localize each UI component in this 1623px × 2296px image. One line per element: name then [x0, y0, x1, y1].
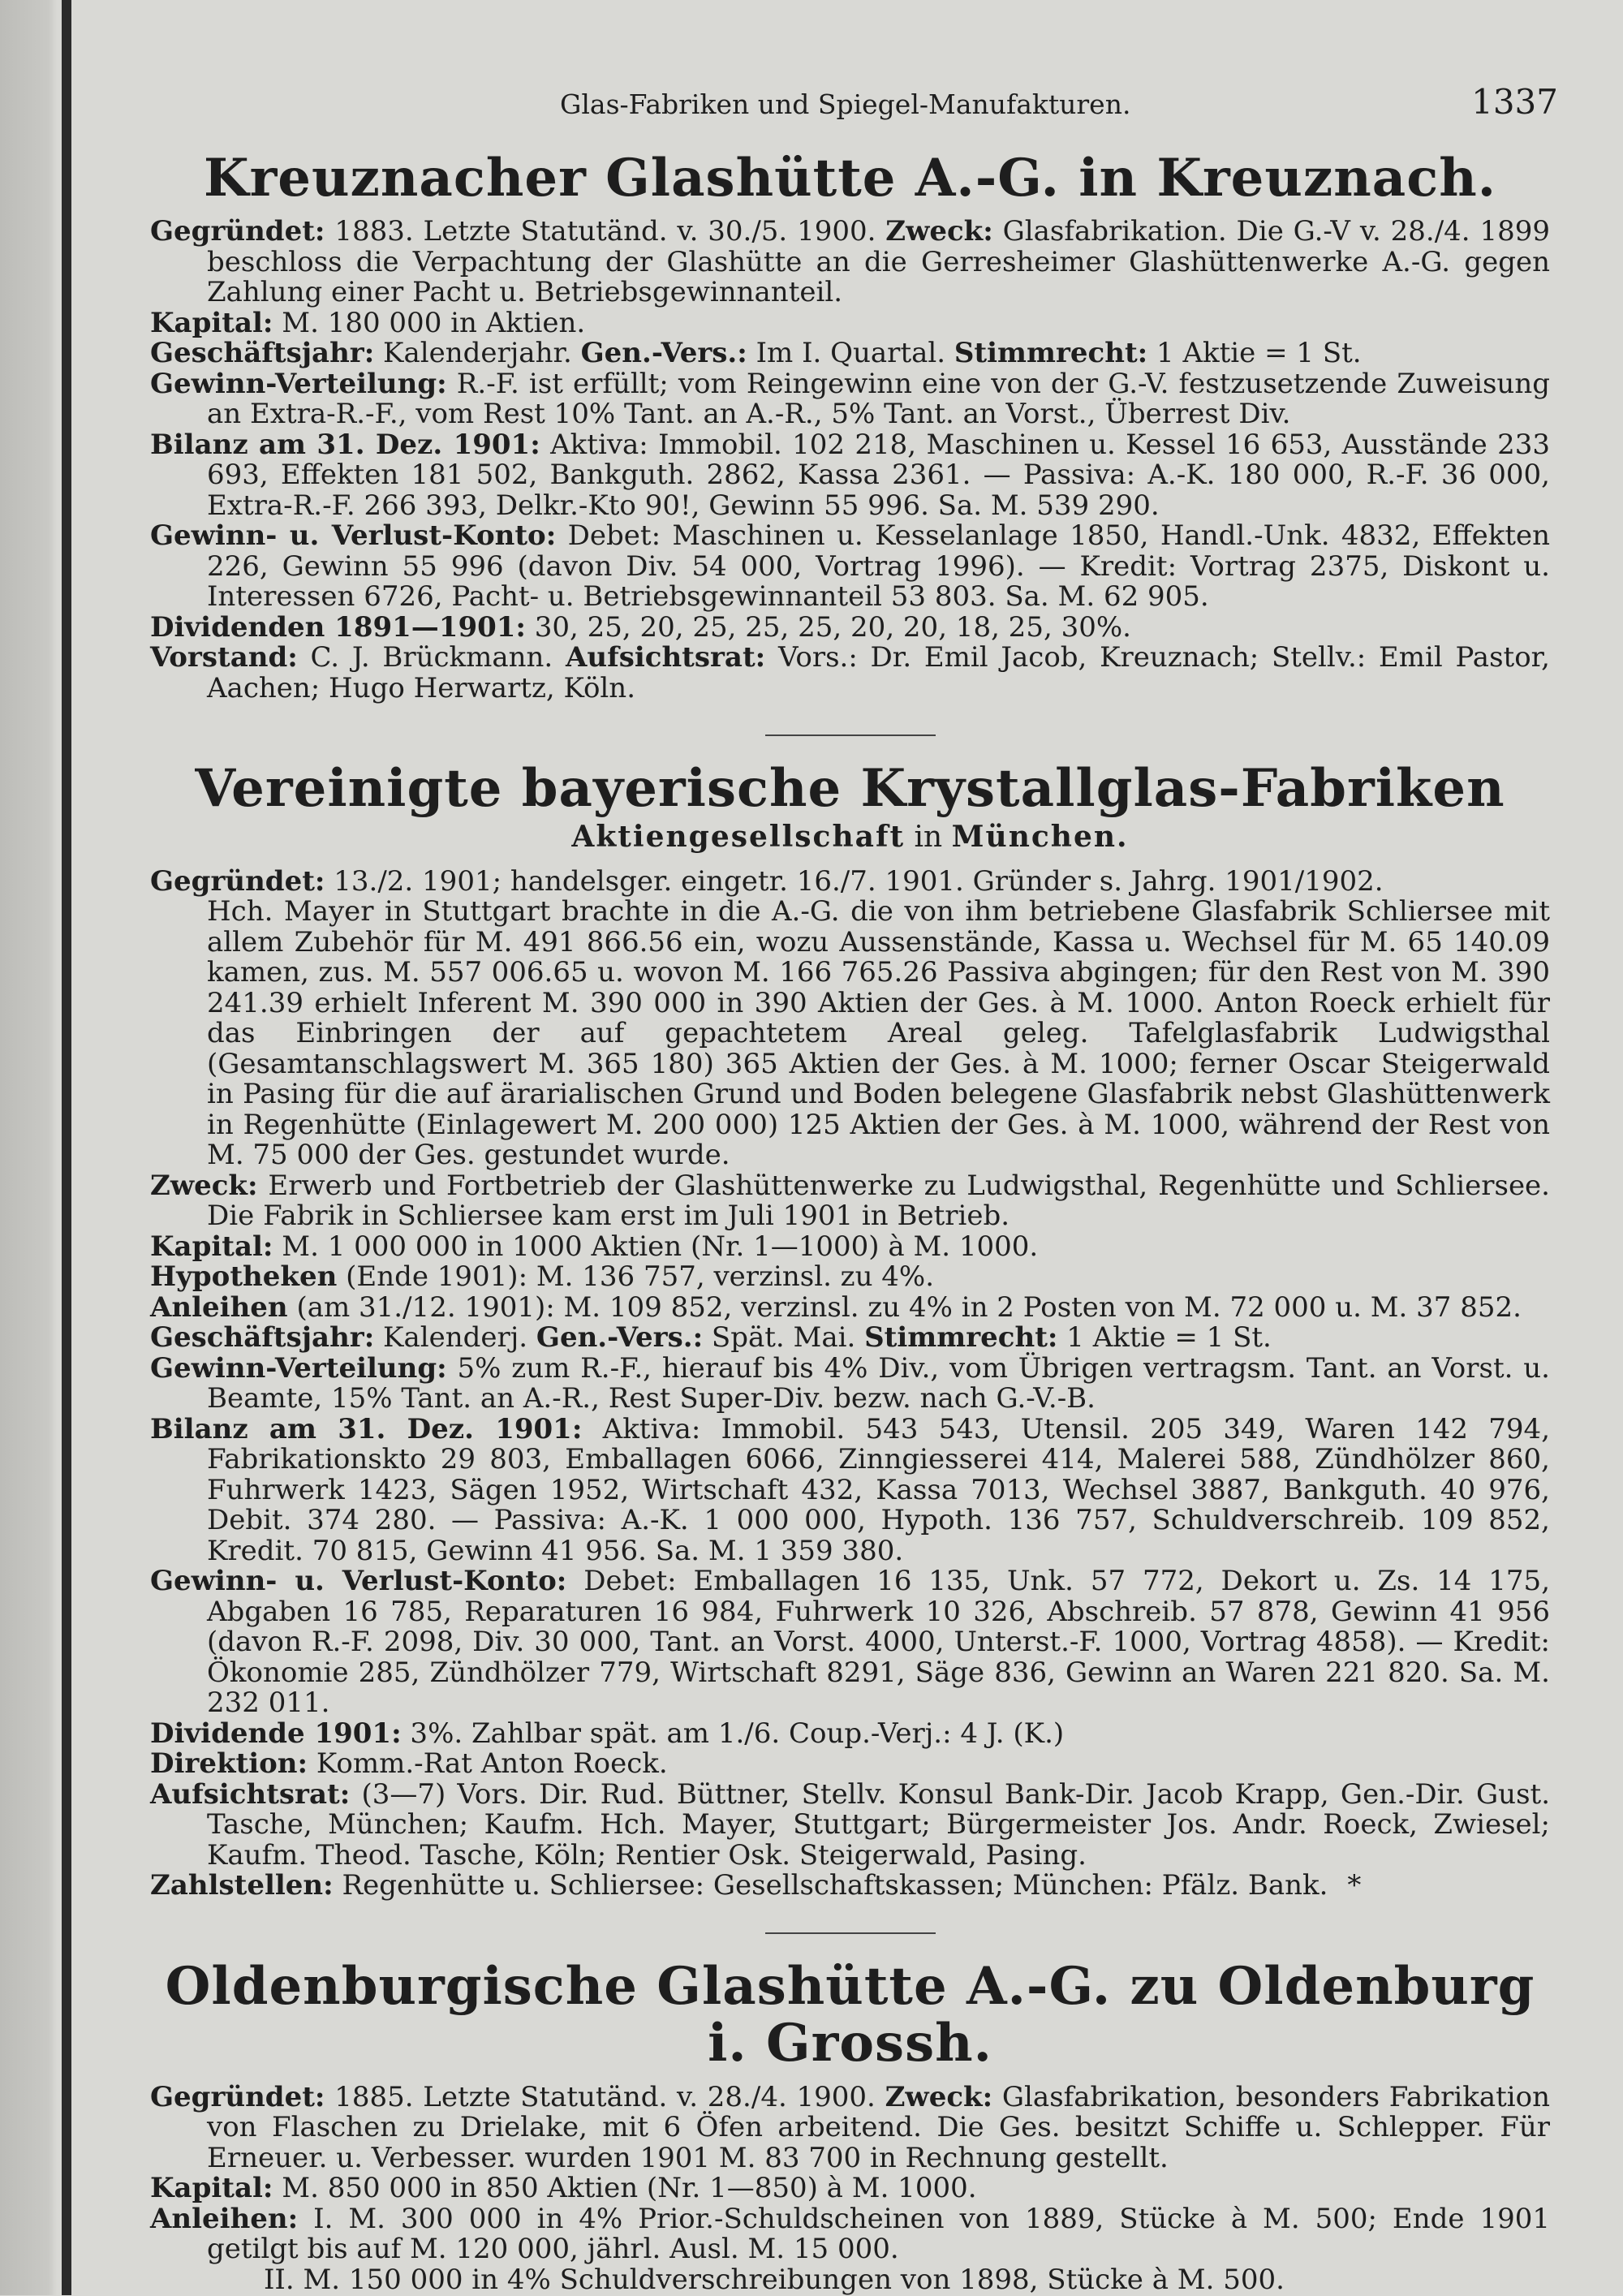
subtitle-city: München.: [951, 819, 1129, 854]
entry-hypotheken: [150, 1262, 1550, 1293]
entry-label: Gewinn- u. Verlust-Konto:: [150, 519, 557, 553]
entry-kapital: [150, 2173, 1550, 2204]
entry-anleihen: [150, 2204, 1550, 2265]
company-kreuznach: [150, 150, 1550, 704]
entry-label: Kapital:: [150, 306, 273, 339]
entry-aufsichtsrat: [150, 1777, 1550, 1872]
entry-text: Kalenderjahr.: [374, 337, 581, 370]
entry-text: (3—7) Vors. Dir. Rud. Büttner, Stellv. Konsul Bank-Dir. Jacob Krapp, Gen.-Dir. Gust. Tasche, München; Kaufm. Hch. Mayer, Stuttgart; Bürgermeister Jos. Andr. Roeck, Zwiesel; Kaufm. Theod. Tasche, Köln; Rentier Osk. Steigerwald, Pasing.: [207, 1777, 1550, 1872]
entry-text: M. 180 000 in Aktien.: [273, 306, 586, 339]
entry-text: Debet: Emballagen 16 135, Unk. 57 772, Dekort u. Zs. 14 175, Abgaben 16 785, Reparaturen 16 984, Fuhrwerk 10 326, Abschreib. 57 878, Gewinn 41 956 (davon R.-F. 2098, Div. 30 000, Tant. an Vorst. 4000, Unterst.-F. 1000, Vortrag 4858). — Kredit: Ökonomie 285, Zündhölzer 779, Wirtschaft 8291, Säge 836, Gewinn an Waren 221 820. Sa. M. 232 011.: [207, 1565, 1551, 1720]
entry-label: Aufsichtsrat:: [150, 1777, 351, 1811]
entry-label: Anleihen:: [150, 2202, 299, 2235]
entry-text: M. 850 000 in 850 Aktien (Nr. 1—850) à M. 1000.: [273, 2172, 977, 2205]
entry-label: Zweck:: [885, 215, 993, 248]
entry-label: Geschäftsjahr:: [150, 1321, 375, 1355]
entry-text: Spät. Mai.: [703, 1321, 865, 1355]
entry-text: Komm.-Rat Anton Roeck.: [308, 1747, 668, 1781]
page-number: 1337: [1471, 82, 1558, 122]
entry-label: Gewinn-Verteilung:: [150, 1351, 447, 1385]
entry-direktion: [150, 1749, 1550, 1780]
entry-text: Im I. Quartal.: [747, 337, 954, 370]
entry-text: 3%. Zahlbar spät. am 1./6. Coup.-Verj.: 4 J. (K.): [401, 1717, 1065, 1750]
entry-zweck: [150, 1171, 1550, 1232]
company-title: Kreuznacher Glashütte A.-G. in Kreuznach.: [203, 148, 1497, 209]
entry-text: (Ende 1901): M. 136 757, verzinsl. zu 4%.: [337, 1260, 935, 1294]
page: [150, 77, 1558, 2296]
company-subtitle: [150, 820, 1550, 854]
entry-gegruendet-zweck: [150, 217, 1550, 308]
entry-label: Zweck:: [885, 2080, 993, 2113]
entry-gewinn-verteilung: [150, 1351, 1550, 1415]
entry-text: Vors.: Dr. Emil Jacob, Kreuznach; Stellv.: Emil Pastor, Aachen; Hugo Herwartz, Köln.: [207, 641, 1550, 704]
entry-text: M. 1 000 000 in 1000 Aktien (Nr. 1—1000) à M. 1000.: [273, 1230, 1039, 1263]
entry-bilanz: [150, 1412, 1550, 1567]
entry-dividenden: [150, 610, 1550, 644]
entry-text: Hch. Mayer in Stuttgart brachte in die A.-G. die von ihm betriebene Glasfabrik Schliersee mit allem Zubehör für M. 491 866.56 ein, wozu Aussenstände, Kassa u. Wechsel für M. 65 140.09 kamen, zus. M. 557 006.65 u. wovon M. 166 765.26 Passiva abgingen; für den Rest von M. 390 241.39 erhielt Inferent M. 390 000 in 390 Aktien der Ges. à M. 1000. Anton Roeck erhielt für das Einbringen der auf gepachtetem Areal geleg. Tafelglasfabrik Ludwigsthal (Gesamtanschlagswert M. 365 180) 365 Aktien der Ges. à M. 1000; ferner Oscar Steigerwald in Pasing für die auf ärarialischen Grund und Boden belegene Glasfabrik nebst Glashüttenwerk in Regenhütte (Einlagewert M. 200 000) 125 Aktien der Ges. à M. 1000, während der Rest von M. 75 000 der Ges. gestundet wurde.: [207, 895, 1550, 1172]
section-divider: [765, 734, 936, 736]
section-divider: [765, 1932, 936, 1934]
entry-text: Aktiva: Immobil. 543 543, Utensil. 205 349, Waren 142 794, Fabrikationskto 29 803, Emballagen 6066, Zinngiesserei 414, Malerei 588, Zündhölzer 860, Fuhrwerk 1423, Sägen 1952, Wirtschaft 432, Kassa 7013, Wechsel 3887, Bankguth. 40 976, Debit. 374 280. — Passiva: A.-K. 1 000 000, Hypoth. 136 757, Schuldverschreib. 109 852, Kredit. 70 815, Gewinn 41 956. Sa. M. 1 359 380.: [207, 1412, 1550, 1567]
entry-label: Gegründet:: [150, 864, 325, 898]
entry-label: Geschäftsjahr:: [150, 337, 375, 370]
entry-text: 1883. Letzte Statutänd. v. 30./5. 1900.: [325, 215, 886, 248]
entry-text: Erwerb und Fortbetrieb der Glashüttenwerke zu Ludwigsthal, Regenhütte und Schliersee. Die Fabrik in Schliersee kam erst im Juli 1901 in Betrieb.: [207, 1169, 1550, 1233]
entry-text: Regenhütte u. Schliersee: Gesellschaftskassen; München: Pfälz. Bank.: [333, 1869, 1328, 1902]
entry-text: 1 Aktie = 1 St.: [1147, 337, 1362, 370]
asterisk-mark: *: [1347, 1869, 1362, 1902]
entry-text: C. J. Brückmann.: [297, 641, 566, 674]
running-head: [150, 77, 1558, 126]
company-title: Oldenburgische Glashütte A.-G. zu Oldenburg i. Grossh.: [165, 1955, 1535, 2074]
entry-text: R.-F. ist erfüllt; vom Reingewinn eine von der G.-V. festzusetzende Zuweisung an Extra-R.-F., vom Rest 10% Tant. an A.-R., 5% Tant. an Vorst., Überrest Div.: [207, 367, 1550, 431]
company-vereinigte-bayerische: [150, 760, 1550, 1901]
entry-gegruendet-zweck: [150, 2080, 1550, 2174]
entry-label: Kapital:: [150, 2172, 273, 2205]
company-oldenburgische: [150, 1955, 1550, 2296]
entry-label: Hypotheken: [150, 1260, 338, 1294]
entry-text: Glasfabrikation, besonders Fabrikation von Flaschen zu Drielake, mit 6 Öfen arbeitend. Die Ges. besitzt Schiffe u. Schlepper. Für Erneuer. u. Verbesser. wurden 1901 M. 83 700 in Rechnung gestellt.: [207, 2080, 1550, 2174]
subtitle-in: in: [905, 820, 952, 854]
company-title: Vereinigte bayerische Krystallglas-Fabriken: [195, 758, 1505, 820]
entry-text: 5% zum R.-F., hierauf bis 4% Div., vom Übrigen vertragsm. Tant. an Vorst. u. Beamte, 15% Tant. an A.-R., Rest Super-Div. bezw. nach G.-V.-B.: [207, 1351, 1550, 1415]
entry-kapital: [150, 1232, 1550, 1263]
entry-label: Zahlstellen:: [150, 1869, 334, 1902]
entry-text: Glasfabrikation. Die G.-V v. 28./4. 1899 beschloss die Verpachtung der Glashütte an die Gerresheimer Glashüttenwerke A.-G. gegen Zahlung einer Pacht u. Betriebsgewinnanteil.: [207, 215, 1550, 309]
entry-text: 13./2. 1901; handelsger. eingetr. 16./7. 1901. Gründer s. Jahrg. 1901/1902.: [325, 864, 1384, 898]
entry-text: Kalenderj.: [374, 1321, 536, 1355]
entry-label: Stimmrecht:: [864, 1321, 1058, 1355]
entry-label: Vorstand:: [150, 641, 298, 674]
entry-gewinn-verlust: [150, 1566, 1550, 1719]
entry-gruendungshergang: [150, 897, 1550, 1171]
entry-label: Bilanz am 31. Dez. 1901:: [150, 428, 540, 461]
entry-text: Debet: Maschinen u. Kesselanlage 1850, Handl.-Unk. 4832, Effekten 226, Gewinn 55 996 (davon Div. 54 000, Vortrag 1996). — Kredit: Vortrag 2375, Diskont u. Interessen 6726, Pacht- u. Betriebsgewinnanteil 53 803. Sa. M. 62 905.: [207, 519, 1550, 614]
binding-line: [62, 0, 71, 2295]
entry-label: Gewinn-Verteilung:: [150, 367, 447, 400]
entry-anleihen-ii: [150, 2265, 1550, 2296]
entry-kapital: [150, 308, 1550, 339]
entry-label: Gegründet:: [150, 215, 325, 248]
entry-label: Gen.-Vers.:: [580, 337, 747, 370]
entry-label: Dividenden 1891—1901:: [150, 610, 526, 644]
entry-label: Kapital:: [150, 1230, 273, 1263]
entry-text: 1 Aktie = 1 St.: [1057, 1321, 1272, 1355]
entry-text: (am 31./12. 1901): M. 109 852, verzinsl. zu 4% in 2 Posten von M. 72 000 u. M. 37 852.: [287, 1290, 1522, 1324]
entry-label: Gegründet:: [150, 2080, 325, 2113]
running-head-title: Glas-Fabriken und Spiegel-Manufakturen.: [560, 88, 1131, 120]
entry-gegruendet: [150, 864, 1550, 898]
entry-dividende: [150, 1719, 1550, 1750]
entry-label: Stimmrecht:: [954, 337, 1148, 370]
entry-gewinn-verteilung: [150, 369, 1550, 430]
entry-text: 30, 25, 20, 25, 25, 25, 20, 20, 18, 25, 30%.: [525, 610, 1131, 644]
entry-vorstand-aufsichtsrat: [150, 643, 1550, 704]
entry-label: Dividende 1901:: [150, 1717, 402, 1750]
entry-text: 1885. Letzte Statutänd. v. 28./4. 1900.: [325, 2080, 885, 2113]
entry-label: Aufsichtsrat:: [565, 641, 766, 674]
entry-zahlstellen: [150, 1871, 1550, 1902]
entry-text: I. M. 300 000 in 4% Prior.-Schuldscheinen von 1889, Stücke à M. 500; Ende 1901 getilgt bis auf M. 120 000, jährl. Ausl. M. 15 000.: [207, 2202, 1550, 2266]
subtitle-form: Aktiengesellschaft: [571, 819, 906, 854]
entry-label: Bilanz am 31. Dez. 1901:: [150, 1412, 583, 1445]
entry-text: II. M. 150 000 in 4% Schuldverschreibungen von 1898, Stücke à M. 500.: [264, 2263, 1285, 2296]
entry-label: Gen.-Vers.:: [536, 1321, 704, 1355]
entry-anleihen: [150, 1290, 1550, 1324]
entry-geschaeftsjahr: [150, 1323, 1550, 1354]
entry-label: Gewinn- u. Verlust-Konto:: [150, 1565, 567, 1598]
entry-label: Direktion:: [150, 1747, 308, 1781]
entry-label: Zweck:: [150, 1169, 258, 1202]
book-binding-edge: [0, 0, 57, 2295]
entry-gewinn-verlust: [150, 521, 1550, 613]
entry-geschaeftsjahr: [150, 338, 1550, 369]
entry-label: Anleihen: [150, 1290, 288, 1324]
entry-text: Aktiva: Immobil. 102 218, Maschinen u. Kessel 16 653, Ausstände 233 693, Effekten 181 502, Bankguth. 2862, Kassa 2361. — Passiva: A.-K. 180 000, R.-F. 36 000, Extra-R.-F. 266 393, Delkr.-Kto 90!, Gewinn 55 996. Sa. M. 539 290.: [207, 428, 1550, 522]
entry-bilanz: [150, 430, 1550, 522]
